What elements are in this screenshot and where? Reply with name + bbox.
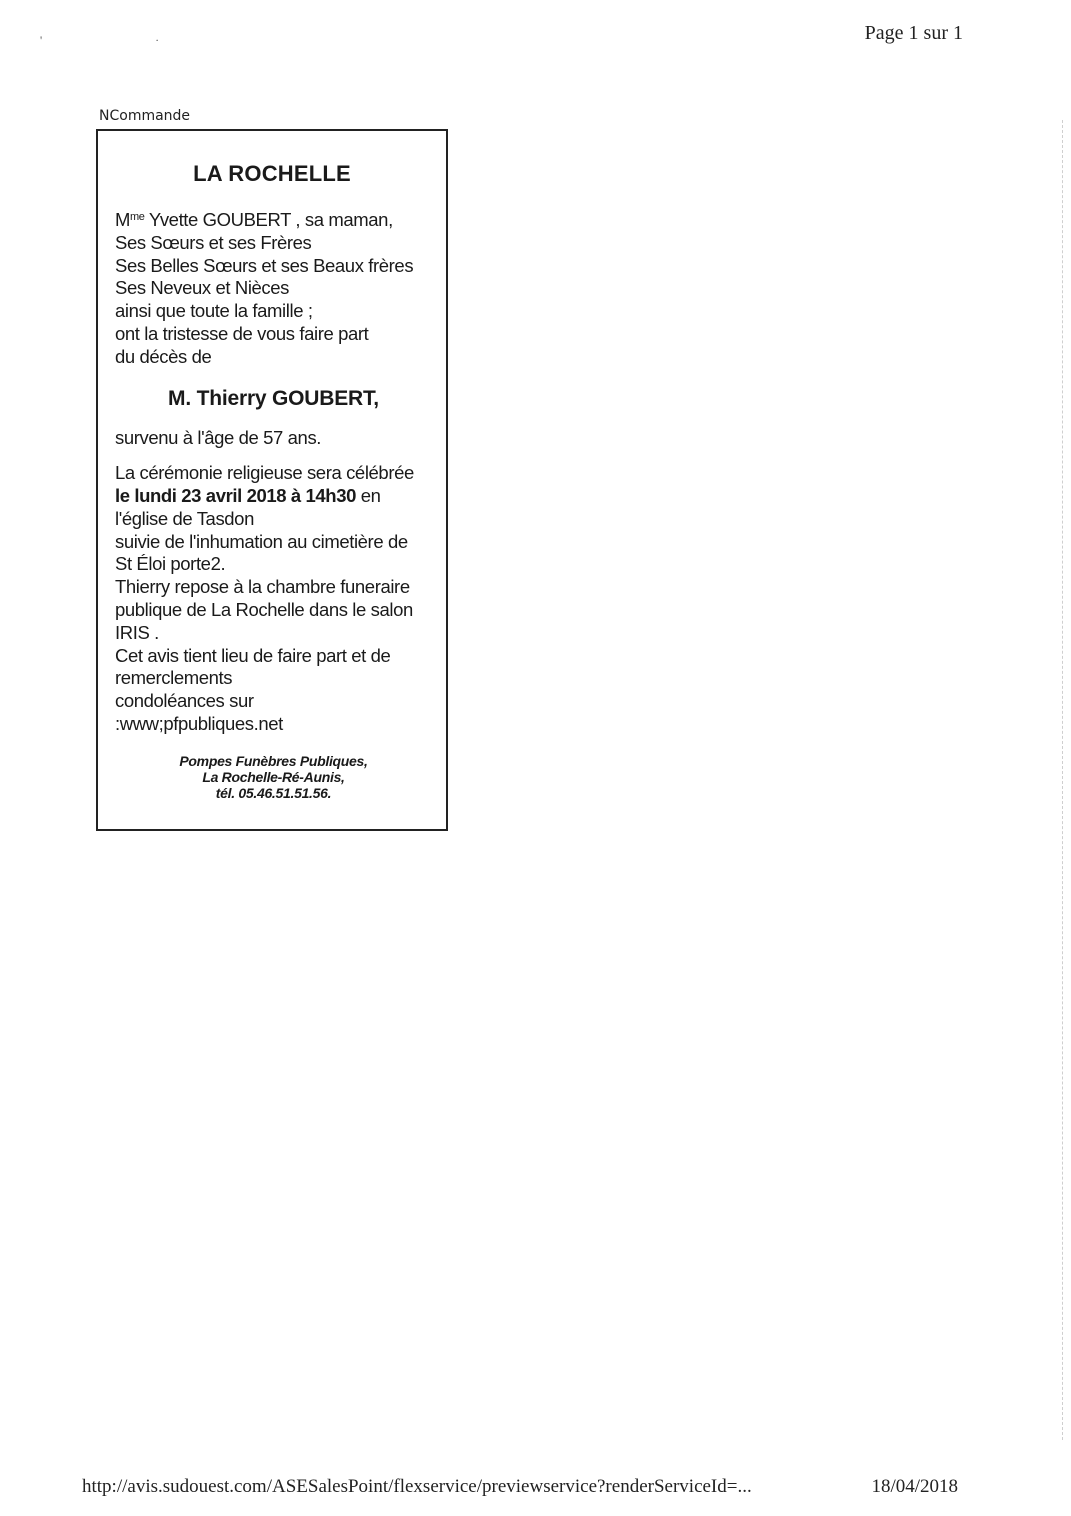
- condolences-url: :www;pfpubliques.net: [115, 712, 283, 734]
- ceremony-line: suivie de l'inhumation au cimetière de: [115, 530, 408, 552]
- notice-city: LA ROCHELLE: [193, 161, 351, 186]
- intro-line: Ses Sœurs et ses Frères: [115, 231, 312, 253]
- page-footer: [82, 1476, 958, 1498]
- ceremony-line: l'église de Tasdon: [115, 507, 254, 529]
- ceremony-line: Thierry repose à la chambre funeraire: [115, 576, 410, 598]
- ceremony-line: Cet avis tient lieu de faire part et de: [115, 644, 391, 666]
- footer-url: http://avis.sudouest.com/ASESalesPoint/flexservice/previewservice?renderServiceId=...: [82, 1476, 752, 1497]
- intro-line: du décès de: [115, 345, 212, 367]
- ceremony-details: [115, 462, 432, 736]
- ceremony-line: IRIS .: [115, 621, 159, 643]
- ceremony-line: St Éloi porte2.: [115, 553, 226, 575]
- ceremony-line: La cérémonie religieuse sera célébrée: [115, 462, 414, 484]
- intro-line: Ses Belles Sœurs et ses Beaux frères: [115, 254, 414, 276]
- intro-line: ont la tristesse de vous faire part: [115, 322, 369, 344]
- scan-edge: [1062, 120, 1063, 1440]
- ceremony-line: publique de La Rochelle dans le salon: [115, 598, 413, 620]
- notice-body: [98, 206, 446, 801]
- intro-line: ainsi que toute la famille ;: [115, 300, 313, 322]
- funeral-home-credit: [115, 753, 432, 801]
- obituary-notice: [96, 129, 448, 831]
- ceremony-date-line: le lundi 23 avril 2018 à 14h30 en: [115, 484, 381, 506]
- ceremony-date: le lundi 23 avril 2018 à 14h30: [115, 484, 356, 506]
- funeral-home-name: Pompes Funèbres Publiques,: [179, 752, 368, 769]
- intro-line-mother: $M^{me}$ Yvette GOUBERT , sa maman,: [115, 209, 393, 230]
- footer-date: 18/04/2018: [871, 1476, 958, 1497]
- funeral-home-location: La Rochelle-Ré-Aunis,: [202, 768, 345, 785]
- page-indicator: Page 1 sur 1: [864, 22, 963, 44]
- notice-intro: [115, 206, 432, 369]
- ceremony-line: remerclements: [115, 667, 233, 689]
- funeral-home-phone: tél. 05.46.51.51.56.: [215, 784, 332, 801]
- scan-artifacts: ' ·: [40, 33, 215, 47]
- ceremony-line: condoléances sur: [115, 690, 254, 712]
- deceased-name: M. Thierry GOUBERT,: [168, 386, 379, 410]
- age-line: survenu à l'âge de 57 ans.: [115, 427, 322, 449]
- intro-line: Ses Neveux et Nièces: [115, 277, 290, 299]
- order-label: NCommande: [99, 108, 191, 124]
